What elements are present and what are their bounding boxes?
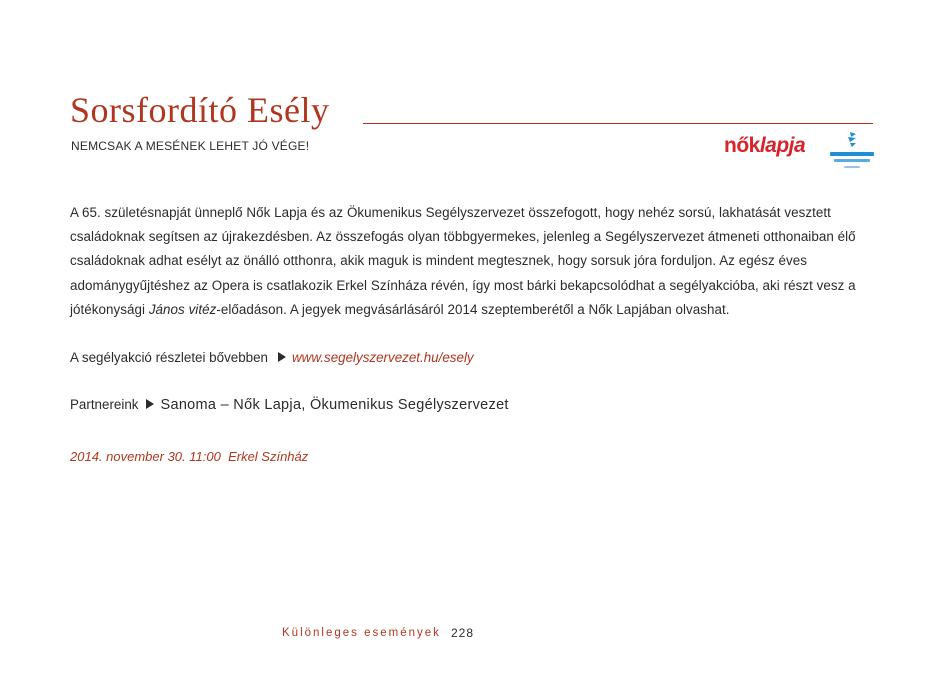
details-row: [70, 350, 474, 365]
page-number: 228: [451, 626, 475, 640]
partners-label: Partnereink: [70, 397, 139, 412]
description-text-end: -előadáson. A jegyek megvásárlásáról 2014 szeptemberétől a Nők Lapjában olvashat.: [216, 301, 730, 317]
arrow-right-icon: [278, 352, 286, 362]
subtitle: NEMCSAK A MESÉNEK LEHET JÓ VÉGE!: [71, 139, 310, 153]
description-paragraph: [70, 201, 880, 322]
nok-lapja-logo-part1: nők: [724, 134, 760, 157]
nok-lapja-logo: [724, 134, 805, 158]
opera-title: János vitéz: [148, 301, 217, 317]
event-venue: Erkel Színház: [228, 449, 309, 464]
okumenikus-logo: [826, 128, 878, 172]
description-text: A 65. születésnapját ünneplő Nők Lapja és az Ökumenikus Segélyszervezet összefogott, hogy nehéz sorsú, lakhatását vesztett családoknak segítsen az újrakezdésben. Az összefogás olyan többgyermekes, jelenleg a Segélyszervezet átmeneti otthonaiban élő családoknak adhat esélyt az önálló otthonra, akik maguk is mindent megtesznek, hogy sorsuk jóra forduljon. Az egész éves adománygyűjtéshez az Opera is csatlakozik Erkel Színháza révén, így most bárki bekapcsolódhat a segélyakcióba, aki részt vesz a jótékonysági: [70, 205, 856, 317]
page-title: Sorsfordító Esély: [70, 90, 330, 130]
details-link[interactable]: www.segelyszervezet.hu/esely: [292, 350, 474, 365]
title-rule: [363, 123, 873, 124]
event-date: 2014. november 30. 11:00: [70, 449, 221, 464]
arrow-right-icon: [146, 399, 154, 409]
footer-section: Különleges események: [282, 627, 441, 639]
details-label: A segélyakció részletei bővebben: [70, 350, 269, 365]
partners-value: Sanoma – Nők Lapja, Ökumenikus Segélyszervezet: [160, 397, 509, 413]
event-info: [70, 449, 308, 464]
nok-lapja-logo-part2: lapja: [759, 134, 806, 157]
partners-row: [70, 397, 509, 413]
